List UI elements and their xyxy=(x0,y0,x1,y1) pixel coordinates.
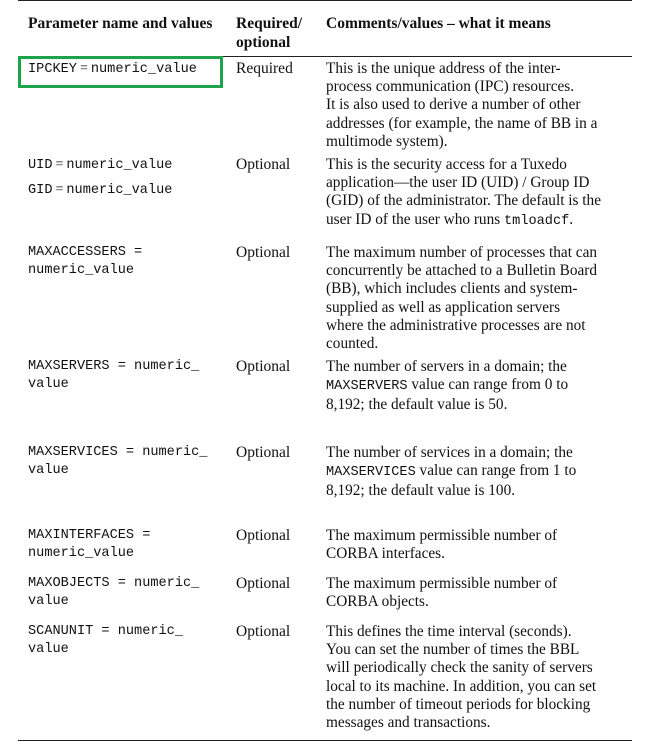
comment-cell xyxy=(326,623,626,732)
comment-line: process communication (IPC) resources. xyxy=(326,78,575,96)
param-line: GID = numeric_value xyxy=(28,182,173,198)
comment-line: It is also used to derive a number of other xyxy=(326,96,581,114)
required-cell: Optional xyxy=(236,527,291,544)
param-line: numeric_value xyxy=(28,263,135,278)
comment-text: value can range from 0 to xyxy=(407,376,569,394)
comment-line: multimode system). xyxy=(326,132,448,150)
comment-line: 8,192; the default value is 100. xyxy=(326,482,516,500)
param-cell xyxy=(28,444,207,480)
comment-line: This is the unique address of the inter- xyxy=(326,60,561,77)
required-cell: Optional xyxy=(236,244,291,261)
comment-cell xyxy=(326,244,626,353)
comment-line: the number of timeout periods for blocking xyxy=(326,695,591,713)
comment-line: where the administrative processes are not xyxy=(326,316,586,334)
comment-line: supplied as well as application servers xyxy=(326,298,561,316)
comment-line: will periodically check the sanity of servers xyxy=(326,659,593,677)
comment-line: messages and transactions. xyxy=(326,714,491,732)
comment-cell xyxy=(326,575,626,611)
comment-code: tmloadcf xyxy=(504,213,570,229)
param-cell xyxy=(28,244,142,280)
comment-line: The number of services in a domain; the xyxy=(326,444,573,461)
comment-line: (GID) of the administrator. The default is the xyxy=(326,192,601,210)
comment-line xyxy=(326,376,626,396)
param-cell xyxy=(28,575,199,611)
required-cell: Optional xyxy=(236,156,291,173)
param-value: numeric_value xyxy=(66,183,173,198)
comment-line: application—the user ID (UID) / Group ID xyxy=(326,174,590,192)
param-value: numeric_value xyxy=(90,62,197,77)
comment-cell xyxy=(326,60,626,151)
header-comments: Comments/values – what it means xyxy=(326,15,551,32)
table-bottom-rule xyxy=(18,740,632,741)
comment-line xyxy=(326,462,626,482)
comment-line: You can set the number of times the BBL xyxy=(326,641,580,659)
param-name: GID xyxy=(28,183,53,198)
parameter-table xyxy=(18,0,632,742)
param-line: value xyxy=(28,463,69,478)
param-line: value xyxy=(28,642,69,657)
comment-line: local to its machine. In addition, you can set xyxy=(326,677,597,695)
comment-line: The number of servers in a domain; the xyxy=(326,358,567,375)
comment-line: counted. xyxy=(326,335,379,353)
comment-line: (BB), which includes clients and system- xyxy=(326,280,578,298)
param-line: SCANUNIT = numeric_ xyxy=(28,624,183,639)
header-parameter: Parameter name and values xyxy=(28,15,213,32)
param-cell xyxy=(28,623,183,659)
required-cell: Optional xyxy=(236,623,291,640)
param-line: MAXACCESSERS = xyxy=(28,245,143,260)
param-line: MAXINTERFACES = xyxy=(28,528,151,543)
header-required-line1: Required/ xyxy=(236,15,303,32)
comment-text: user ID of the user who runs xyxy=(326,210,504,228)
comment-line: CORBA interfaces. xyxy=(326,545,445,563)
comment-line: This defines the time interval (seconds). xyxy=(326,623,572,640)
comment-line: The maximum number of processes that can xyxy=(326,244,598,261)
param-line: value xyxy=(28,594,69,609)
param-line: UID = numeric_value xyxy=(28,157,173,173)
comment-text: . xyxy=(569,210,574,228)
param-line: numeric_value xyxy=(28,546,135,561)
comment-code: MAXSERVICES xyxy=(326,465,416,481)
param-value: numeric_value xyxy=(66,158,173,173)
param-line: value xyxy=(28,377,69,392)
required-cell: Required xyxy=(236,60,293,77)
comment-cell xyxy=(326,358,626,415)
comment-line: 8,192; the default value is 50. xyxy=(326,396,508,414)
comment-code: MAXSERVERS xyxy=(326,379,408,395)
header-required xyxy=(236,14,302,52)
comment-line: This is the security access for a Tuxedo xyxy=(326,156,567,173)
required-cell: Optional xyxy=(236,575,291,592)
required-cell: Optional xyxy=(236,358,291,375)
comment-cell xyxy=(326,444,626,501)
param-line: IPCKEY = numeric_value xyxy=(28,61,197,77)
param-name: IPCKEY xyxy=(28,62,77,77)
param-cell xyxy=(28,156,172,199)
comment-line: CORBA objects. xyxy=(326,593,429,611)
comment-line: The maximum permissible number of xyxy=(326,575,558,592)
comment-line: The maximum permissible number of xyxy=(326,527,558,544)
comment-line: concurrently be attached to a Bulletin Board xyxy=(326,262,597,280)
table-top-rule xyxy=(18,0,632,1)
required-cell: Optional xyxy=(236,444,291,461)
param-cell xyxy=(28,358,199,394)
comment-line xyxy=(326,211,626,231)
comment-text: value can range from 1 to xyxy=(415,462,577,480)
comment-cell xyxy=(326,527,626,563)
param-line: MAXSERVERS = numeric_ xyxy=(28,359,200,374)
ipckey-highlight-box xyxy=(18,56,223,88)
param-line: MAXSERVICES = numeric_ xyxy=(28,445,208,460)
header-required-line2: optional xyxy=(236,34,291,51)
param-cell xyxy=(28,527,150,563)
param-name: UID xyxy=(28,158,53,173)
comment-line: addresses (for example, the name of BB in a xyxy=(326,114,598,132)
param-line: MAXOBJECTS = numeric_ xyxy=(28,576,200,591)
comment-cell xyxy=(326,156,626,231)
